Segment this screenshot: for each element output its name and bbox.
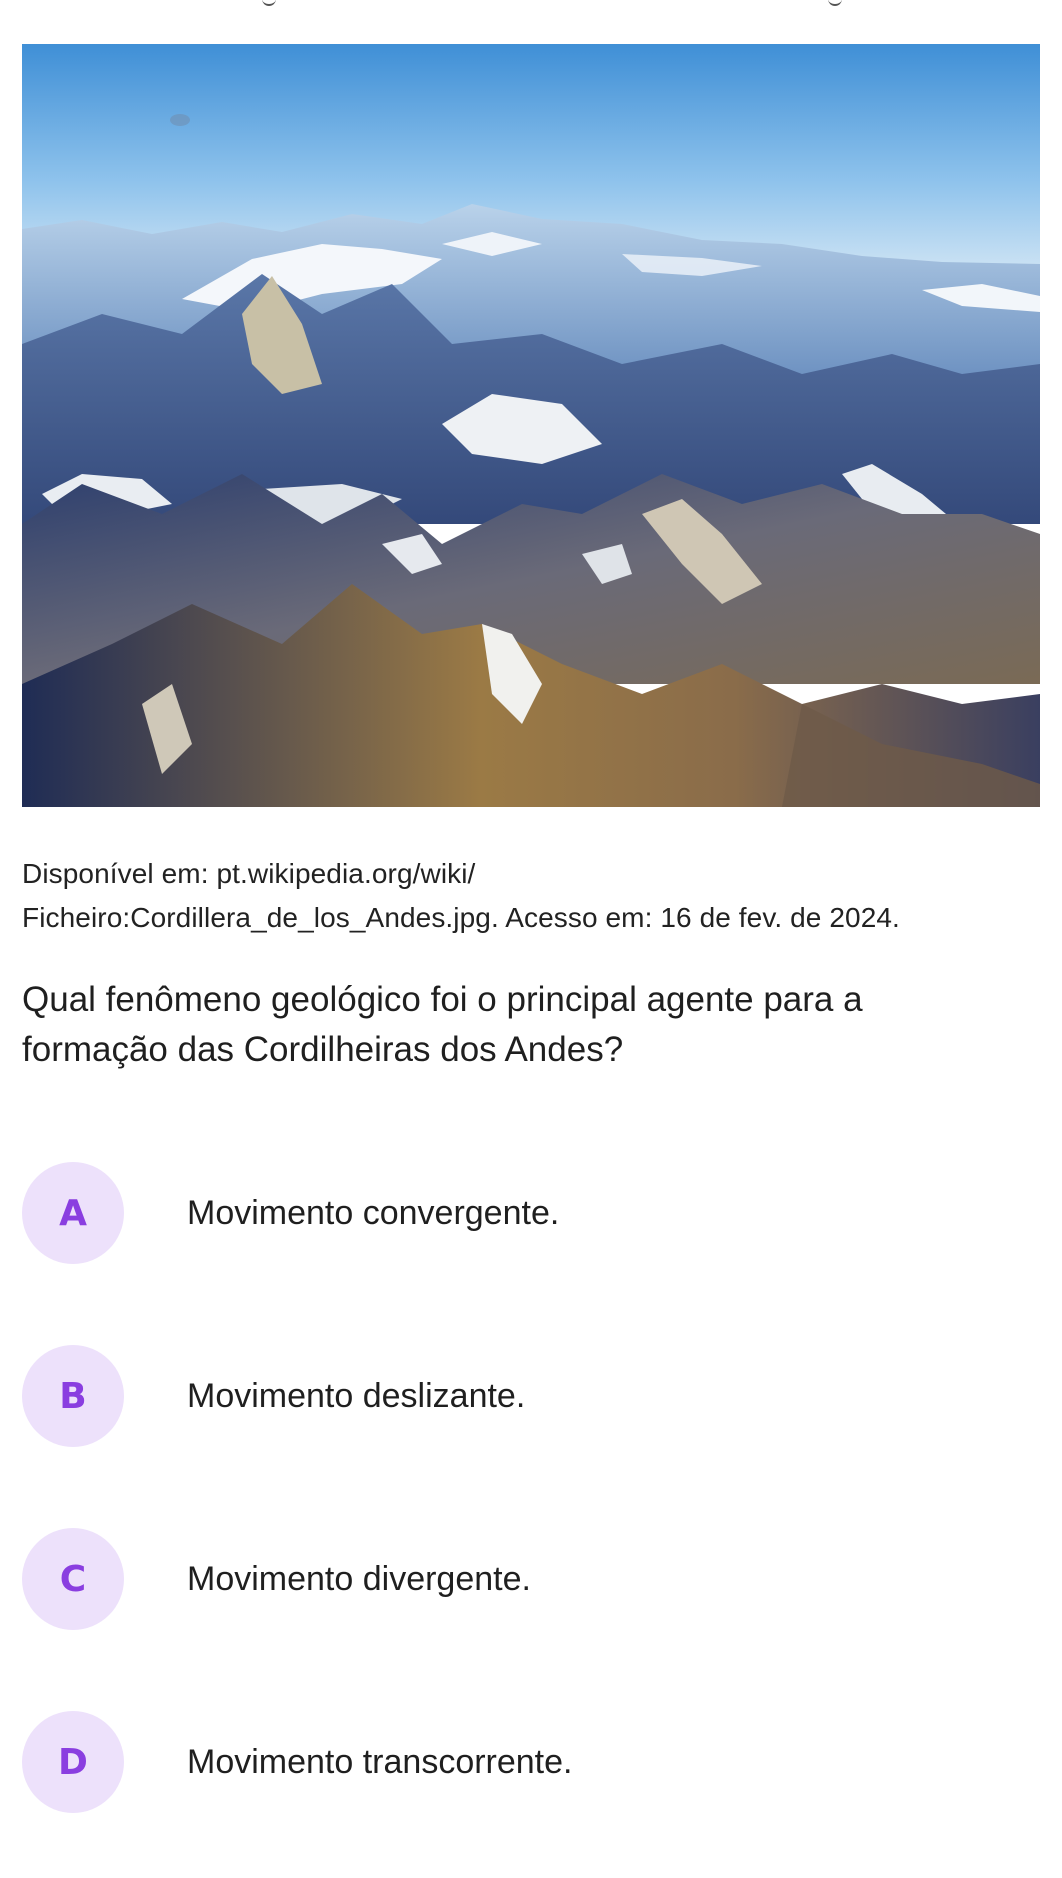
caption-line-2: Ficheiro:Cordillera_de_los_Andes.jpg. Acesso em: 16 de fev. de 2024.	[22, 902, 900, 933]
question-line-1: Qual fenômeno geológico foi o principal agente para a	[22, 980, 863, 1019]
option-d[interactable]	[22, 1711, 1040, 1813]
caption-line-1: Disponível em: pt.wikipedia.org/wiki/	[22, 858, 476, 889]
image-source-caption	[22, 852, 1040, 940]
option-a[interactable]	[22, 1162, 1040, 1264]
option-b[interactable]	[22, 1345, 1040, 1447]
option-b-letter-badge: B	[22, 1345, 124, 1447]
option-d-text: Movimento transcorrente.	[187, 1742, 573, 1781]
option-a-letter-badge: A	[22, 1162, 124, 1264]
question-line-2: formação das Cordilheiras dos Andes?	[22, 1030, 624, 1069]
clipped-previous-text	[0, 0, 1062, 8]
option-a-text: Movimento convergente.	[187, 1193, 560, 1232]
andes-mountain-photo	[22, 44, 1040, 807]
option-b-text: Movimento deslizante.	[187, 1376, 526, 1415]
option-d-letter-badge: D	[22, 1711, 124, 1813]
question-text	[22, 975, 1040, 1075]
option-c-letter-badge: C	[22, 1528, 124, 1630]
option-c-text: Movimento divergente.	[187, 1559, 531, 1598]
option-c[interactable]	[22, 1528, 1040, 1630]
